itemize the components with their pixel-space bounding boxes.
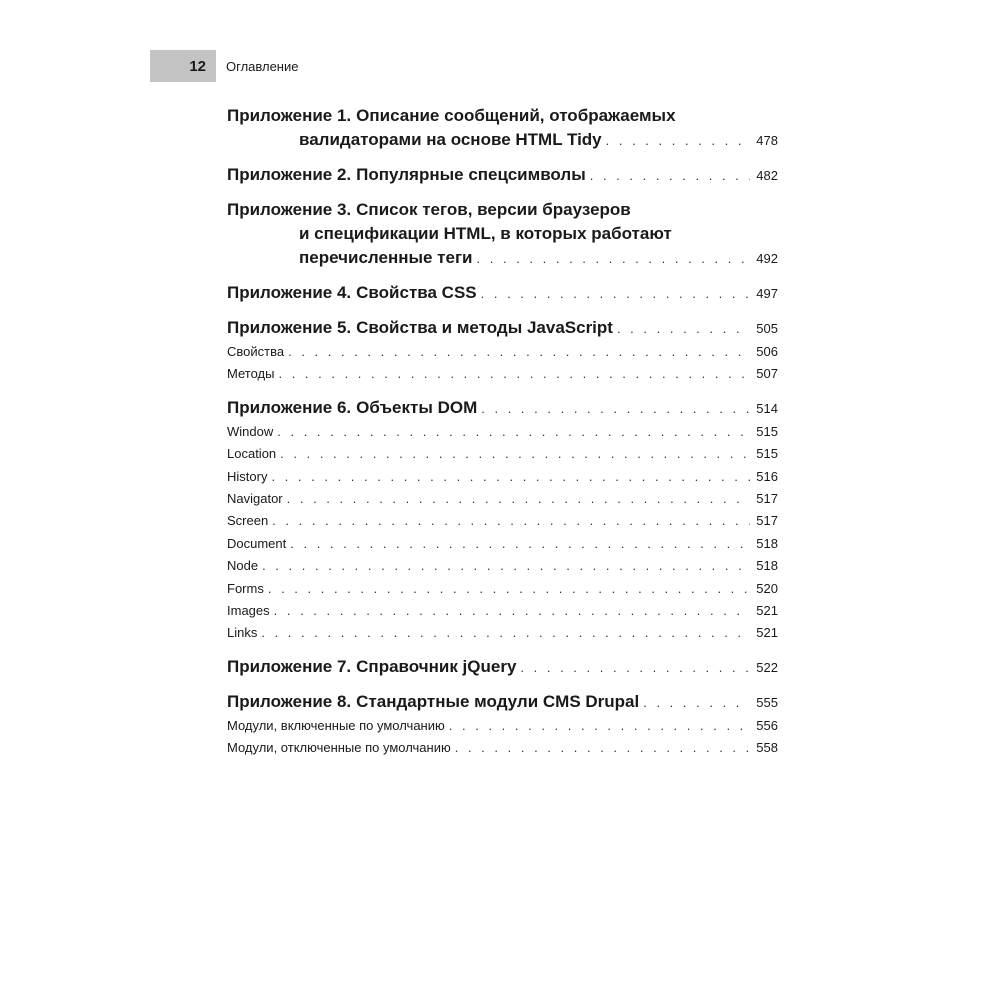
subentry-page: 556	[756, 717, 778, 733]
toc-entry-appendix-1[interactable]	[227, 104, 778, 153]
subentry-title: Свойства	[227, 344, 285, 359]
appendix-2-prefix: Приложение 2.	[227, 165, 352, 184]
subentry-title: Location	[227, 446, 277, 462]
toc-subentry[interactable]	[227, 510, 778, 532]
subentry-title: Forms	[227, 580, 264, 596]
toc-subentry[interactable]	[227, 466, 778, 488]
appendix-3-title-line-2: и спецификации HTML, в которых работают	[299, 224, 672, 243]
toc-subentry[interactable]	[227, 715, 778, 737]
toc-subentry[interactable]	[227, 488, 778, 510]
toc-subentry[interactable]	[227, 737, 778, 759]
toc-entry-appendix-2[interactable]	[227, 163, 778, 188]
dot-leader	[590, 164, 751, 188]
subentry-title: Window	[227, 423, 274, 439]
appendix-6-title: Объекты DOM	[356, 397, 478, 417]
subentry-page: 506	[756, 344, 778, 359]
subentry-title: Document	[227, 535, 287, 551]
table-of-contents	[227, 104, 778, 760]
appendix-7-title: Справочник jQuery	[356, 656, 517, 676]
subentry-page: 521	[756, 625, 778, 641]
appendix-3-title-line-3: перечисленные теги	[299, 248, 473, 267]
dot-leader	[617, 317, 750, 341]
running-title: Оглавление	[226, 58, 299, 74]
subentry-page: 518	[756, 535, 778, 551]
appendix-4-prefix: Приложение 4.	[227, 283, 352, 302]
subentry-page: 517	[756, 513, 778, 529]
appendix-4-page: 497	[756, 286, 778, 301]
toc-subentry[interactable]	[227, 555, 778, 577]
dot-leader	[481, 282, 751, 306]
subentry-page: 507	[756, 366, 778, 382]
toc-subentry[interactable]	[227, 578, 778, 600]
dot-leader	[272, 510, 750, 532]
toc-entry-appendix-4[interactable]	[227, 281, 778, 306]
subentry-title: Screen	[227, 513, 269, 529]
dot-leader	[455, 737, 751, 759]
toc-entry-appendix-3[interactable]	[227, 198, 778, 271]
dot-leader	[274, 600, 751, 622]
appendix-8-page: 555	[756, 694, 778, 710]
appendix-3-prefix: Приложение 3.	[227, 200, 352, 219]
subentry-title: History	[227, 468, 268, 484]
appendix-5-page: 505	[756, 321, 778, 336]
dot-leader	[643, 691, 750, 715]
subentry-page: 515	[756, 446, 778, 462]
subentry-title: Navigator	[227, 491, 283, 507]
toc-subentry[interactable]	[227, 341, 778, 363]
dot-leader	[288, 341, 750, 363]
appendix-8-prefix: Приложение 8.	[227, 691, 352, 711]
dot-leader	[268, 578, 750, 600]
dot-leader	[262, 555, 750, 577]
subentry-page: 520	[756, 580, 778, 596]
toc-subentry[interactable]	[227, 622, 778, 644]
dot-leader	[280, 443, 750, 465]
appendix-1-prefix: Приложение 1.	[227, 106, 352, 125]
dot-leader	[520, 656, 750, 680]
subentry-page: 521	[756, 603, 778, 619]
subentry-title: Node	[227, 558, 259, 574]
subentry-page: 517	[756, 491, 778, 507]
subentry-title: Модули, отключенные по умолчанию	[227, 740, 451, 756]
subentry-title: Links	[227, 625, 258, 641]
subentry-title: Методы	[227, 366, 275, 382]
running-header	[150, 50, 298, 82]
dot-leader	[290, 533, 750, 555]
toc-subentry[interactable]	[227, 443, 778, 465]
appendix-7-page: 522	[756, 659, 778, 675]
appendix-3-title-line-1: Список тегов, версии браузеров	[356, 200, 631, 219]
appendix-6-page: 514	[756, 400, 778, 416]
subentry-page: 515	[756, 423, 778, 439]
appendix-8-title: Стандартные модули CMS Drupal	[356, 691, 640, 711]
appendix-1-page: 478	[756, 133, 778, 148]
dot-leader	[606, 129, 751, 153]
appendix-5-prefix: Приложение 5.	[227, 318, 352, 337]
appendix-1-title-line-1: Описание сообщений, отображаемых	[356, 106, 676, 125]
toc-subentry[interactable]	[227, 363, 778, 385]
subentry-title: Images	[227, 603, 270, 619]
dot-leader	[261, 622, 750, 644]
appendix-4-title: Свойства CSS	[356, 283, 477, 302]
toc-subentry[interactable]	[227, 421, 778, 443]
toc-entry-appendix-6[interactable]	[227, 396, 778, 645]
appendix-7-prefix: Приложение 7.	[227, 656, 352, 676]
page-number: 12	[150, 50, 216, 82]
appendix-3-page: 492	[756, 251, 778, 266]
appendix-6-prefix: Приложение 6.	[227, 397, 352, 417]
dot-leader	[271, 466, 750, 488]
dot-leader	[449, 715, 751, 737]
toc-entry-appendix-7[interactable]	[227, 655, 778, 680]
dot-leader	[287, 488, 751, 510]
dot-leader	[477, 247, 751, 271]
subentry-page: 516	[756, 468, 778, 484]
dot-leader	[481, 397, 750, 421]
toc-entry-appendix-8[interactable]	[227, 690, 778, 760]
subentry-title: Модули, включенные по умолчанию	[227, 717, 445, 733]
appendix-2-page: 482	[756, 168, 778, 183]
toc-entry-appendix-5[interactable]	[227, 316, 778, 386]
dot-leader	[277, 421, 750, 443]
dot-leader	[278, 363, 750, 385]
subentry-page: 558	[756, 740, 778, 756]
appendix-2-title: Популярные спецсимволы	[356, 165, 586, 184]
toc-subentry[interactable]	[227, 533, 778, 555]
toc-subentry[interactable]	[227, 600, 778, 622]
appendix-5-title: Свойства и методы JavaScript	[356, 318, 613, 337]
appendix-1-title-line-2: валидаторами на основе HTML Tidy	[299, 130, 602, 149]
subentry-page: 518	[756, 558, 778, 574]
